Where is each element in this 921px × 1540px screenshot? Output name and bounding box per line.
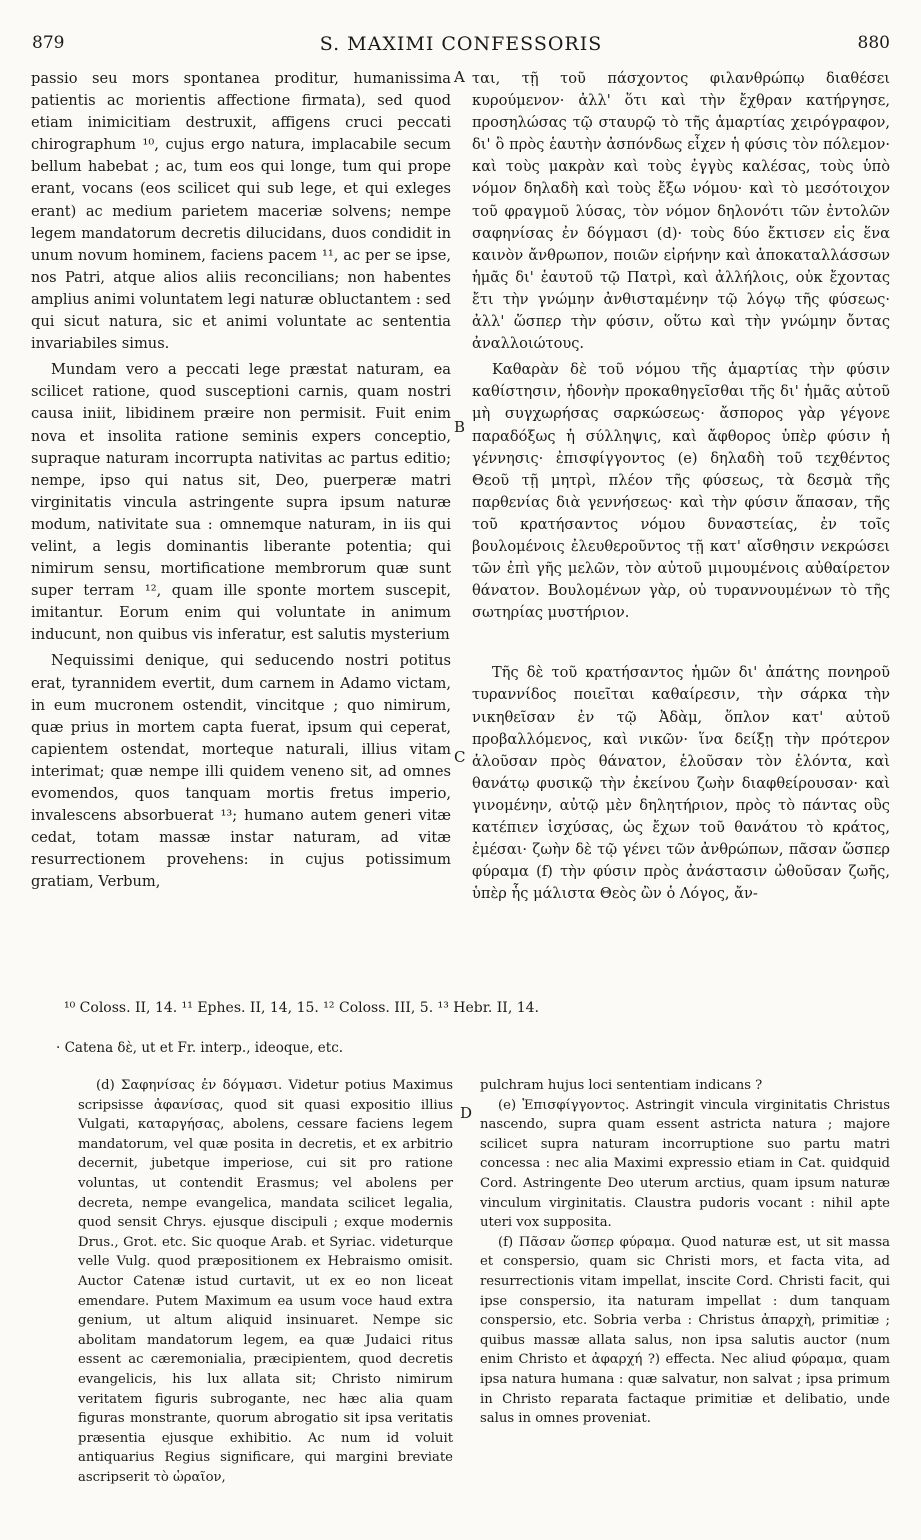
note-d-continuation: pulchram hujus loci sententiam indicans ? (480, 1078, 763, 1093)
latin-column (31, 68, 451, 893)
note-column-left (78, 1076, 453, 1487)
note-f: (f) Πᾶσαν ὥσπερ φύραμα. Quod naturæ est, ut sit massa et conspersio, quam sic Christi mors, et facta vita, ad resurrectionis vitam impellat, inscite Cord. Christi facit, qui ipse conspersio, ita naturam impellat : dum tanquam conspersio, etc. Sobria verba : Christus ἀπαρχὴ, primitiæ ; quibus massæ allata salus, non ipsa salutis auctor (num enim Christo et ἀφαρχή ?) effecta. Nec aliud φύραμα, quam ipsa natura humana : quæ salvatur, non salvat ; ipsa primum in Christo reparata factaque primitiæ et delibatio, unde salus in omnes proveniat. (480, 1234, 890, 1427)
page-header (32, 33, 890, 63)
greek-paragraph: Τῆς δὲ τοῦ κρατήσαντος ἡμῶν δι' ἀπάτης πονηροῦ τυραννίδος ποιεῖται καθαίρεσιν, τὴν σάρκα τὴν νικηθεῖσαν ἐν τῷ Ἀδὰμ, ὅπλον κατ' αὐτοῦ προβαλλόμενος, καὶ νικῶν· ἵνα δείξῃ τὴν πρότερον ἁλοῦσαν πρὸς θάνατον, ἑλοῦσαν τὸν ἑλόντα, καὶ θανάτῳ φυσικῷ τὴν ἐκείνου ζωὴν διαφθείρουσαν· καὶ γινομένην, αὐτῷ μὲν δηλητήριον, πρὸς τὸ πάντας οὓς κατέπιεν ἰσχύσας, ὡς ἔχων τοῦ θανάτου τὸ κράτος, ἐμέσαι· ζωὴν δὲ τῷ γένει τῶν ἀνθρώπων, πᾶσαν ὥσπερ φύραμα (f) τὴν φύσιν πρὸς ἀνάστασιν ὠθοῦσαν ζωῆς, ὑπὲρ ἧς μάλιστα Θεὸς ὢν ὁ Λόγος, ἄν- (472, 664, 890, 903)
section-marker-a: A (454, 68, 465, 86)
note-column-right (480, 1076, 890, 1429)
latin-paragraph: passio seu mors spontanea proditur, humanissima patientis ac morientis affectione firmata), sed quod etiam inimicitiam destruxit, affigens cruci peccati chirographum ¹⁰, cujus ergo natura, implacabile secum bellum habebat ; ac, tum eos qui longe, tum qui prope erant, vocans (eos scilicet qui sub lege, et qui exleges erant) ac medium parietem maceriæ solvens; nempe legem mandatorum decretis dilucidans, duos condidit in unum novum hominem, faciens pacem ¹¹, ac per se ipse, nos Patri, atque alios aliis reconcilians; non habentes amplius animi voluntatem legi naturæ obluctantem : sed qui sicut natura, sic et animi voluntate ac sententia invariabiles simus. (31, 70, 451, 353)
section-marker-d: D (460, 1104, 473, 1122)
latin-paragraph: Nequissimi denique, qui seducendo nostri potitus erat, tyrannidem evertit, dum carnem in Adamo victam, in eum mucronem ostendit, vincitque ; quo nimirum, quæ prius in mortem capta fuerat, ipsum qui ceperat, capientem ostendat, morteque naturali, illius vitam interimat; quæ nempe illi quidem veneno sit, ad omnes evomendos, quos tanquam mortis fretus imperio, invalescens absorbuerat ¹³; humano autem generi vitæ cedat, totam massæ instar naturam, ad vitæ resurrectionem provehens: in cujus potissimum gratiam, Verbum, (31, 652, 451, 891)
catena-note: · Catena δὲ, ut et Fr. interp., ideoque, etc. (56, 1040, 344, 1056)
section-marker-c: C (454, 748, 466, 766)
note-d: (d) Σαφηνίσας ἐν δόγμασι. Videtur potius Maximus scripsisse ἀφανίσας, quod sit quasi expositio illius Vulgati, καταργήσας, abolens, cessare faciens legem mandatorum, vel quæ posita in decretis, et ex arbitrio decernit, jubetque imperiose, cui sit pro ratione voluntas, ut contendit Erasmus; vel abolens per decreta, nempe evangelica, mandata scilicet legalia, quod sensit Chrys. ejusque discipuli ; exque modernis Drus., Grot. etc. Sic quoque Arab. et Syriac. videturque velle Vulg. quod præpositionem ex Hebraismo omisit. Auctor Catenæ istud curtavit, ut ex eo non liceat emendare. Putem Maximum ea usum voce haud extra genium, ut altum aliquid insinuaret. Nempe sic abolitam mandatorum legem, ea quæ Judaici ritus essent ac cæremonialia, præcipientem, quod decretis evangelicis, his lux allata sit; Christo nimirum veritatem figuris subrogante, nec hæc alia quam figuras monstrante, quorum abrogatio sit ipsa veritatis præsentia ejusque exhibitio. Ac num id voluit antiquarius Regius significare, qui margini breviate ascripserit τὸ ὡραῖον, (78, 1078, 453, 1485)
greek-column (472, 68, 890, 905)
greek-paragraph: Καθαρὰν δὲ τοῦ νόμου τῆς ἁμαρτίας τὴν φύσιν καθίστησιν, ἡδονὴν προκαθηγεῖσθαι τῆς δι' ἡμᾶς αὐτοῦ μὴ συγχωρήσας σαρκώσεως· ἄσπορος γὰρ γέγονε παραδόξως ἡ σύλληψις, καὶ ἄφθορος ὑπὲρ φύσιν ἡ γέννησις· ἐπισφίγγοντος (e) δηλαδὴ τοῦ τεχθέντος Θεοῦ τῇ μητρὶ, πλέον τῆς φύσεως, τὰ δεσμὰ τῆς παρθενίας διὰ γεννήσεως· καὶ τὴν φύσιν ἅπασαν, τῆς τοῦ κρατήσαντος νόμου δυναστείας, ἐν τοῖς βουλομένοις ἐλευθεροῦντος τῇ κατ' αἴσθησιν νεκρώσει τῶν ἐπὶ γῆς μελῶν, τὸν αὐτοῦ μιμουμένοις αὐθαίρετον θάνατον. Βουλομένων γὰρ, οὐ τυραννουμένων τὸ τῆς σωτηρίας μυστήριον. (472, 361, 890, 622)
page-number-right: 880 (857, 33, 890, 53)
latin-paragraph: Mundam vero a peccati lege præstat naturam, ea scilicet ratione, quod susceptioni carnis, quam nostri causa iniit, libidinem præire non permisit. Fuit enim nova et insolita ratione seminis expers conceptio, supraque naturam incorrupta nativitas ac partus editio; nempe, ipso qui natus sit, Deo, puerperæ matri virginitatis vincula astringente supra ipsum naturæ modum, nativitate sua : omnemque naturam, in iis qui velint, a legis dominantis liberante potentia; qui nimirum sensu, mortificatione membrorum quæ sunt super terram ¹², quam ille sponte mortem suscepit, imitantur. Eorum enim qui voluntate in animum inducunt, non quibus vis inferatur, est salutis mysterium (31, 361, 451, 644)
note-e: (e) Ἐπισφίγγοντος. Astringit vincula virginitatis Christus nascendo, supra quam essent astricta natura ; majore scilicet supra naturam incorruptione suo partu matri concessa : nec alia Maximi expressio etiam in Cat. quidquid Cord. Astringente Deo uterum arctius, quam ipsum naturæ vinculum virginitatis. Claustra pudoris vocant : nihil apte uteri vox supposita. (480, 1097, 890, 1231)
section-marker-b: B (454, 418, 466, 436)
greek-paragraph: ται, τῇ τοῦ πάσχοντος φιλανθρώπῳ διαθέσει κυρούμενον· ἀλλ' ὅτι καὶ τὴν ἔχθραν κατήργησε, προσηλώσας τῷ σταυρῷ τὸ τῆς ἁμαρτίας χειρόγραφον, δι' ὃ πρὸς ἑαυτὴν ἀσπόνδως εἶχεν ἡ φύσις τὸν πόλεμον· καὶ τοὺς μακρὰν καὶ τοὺς ἐγγὺς καλέσας, τοὺς ὑπὸ νόμον δηλαδὴ καὶ τοὺς ἔξω νόμου· καὶ τὸ μεσότοιχον τοῦ φραγμοῦ λύσας, τὸν νόμον δηλονότι τῶν ἐντολῶν σαφηνίσας ἐν δόγμασι (d)· τοὺς δύο ἔκτισεν εἰς ἕνα καινὸν ἄνθρωπον, ποιῶν εἰρήνην καὶ ἀποκαταλλάσσων ἡμᾶς δι' ἑαυτοῦ τῷ Πατρὶ, καὶ ἀλλήλοις, οὐκ ἔχοντας ἔτι τὴν γνώμην ἀνθισταμένην τῷ λόγῳ τῆς φύσεως· ἀλλ' ὥσπερ τὴν φύσιν, οὕτω καὶ τὴν γνώμην ὄντας ἀναλλοιώτους. (472, 70, 890, 353)
running-title: S. MAXIMI CONFESSORIS (319, 33, 603, 55)
scripture-references: ¹⁰ Coloss. II, 14. ¹¹ Ephes. II, 14, 15. ¹² Coloss. III, 5. ¹³ Hebr. II, 14. (64, 1000, 540, 1016)
page-number-left: 879 (32, 33, 65, 53)
